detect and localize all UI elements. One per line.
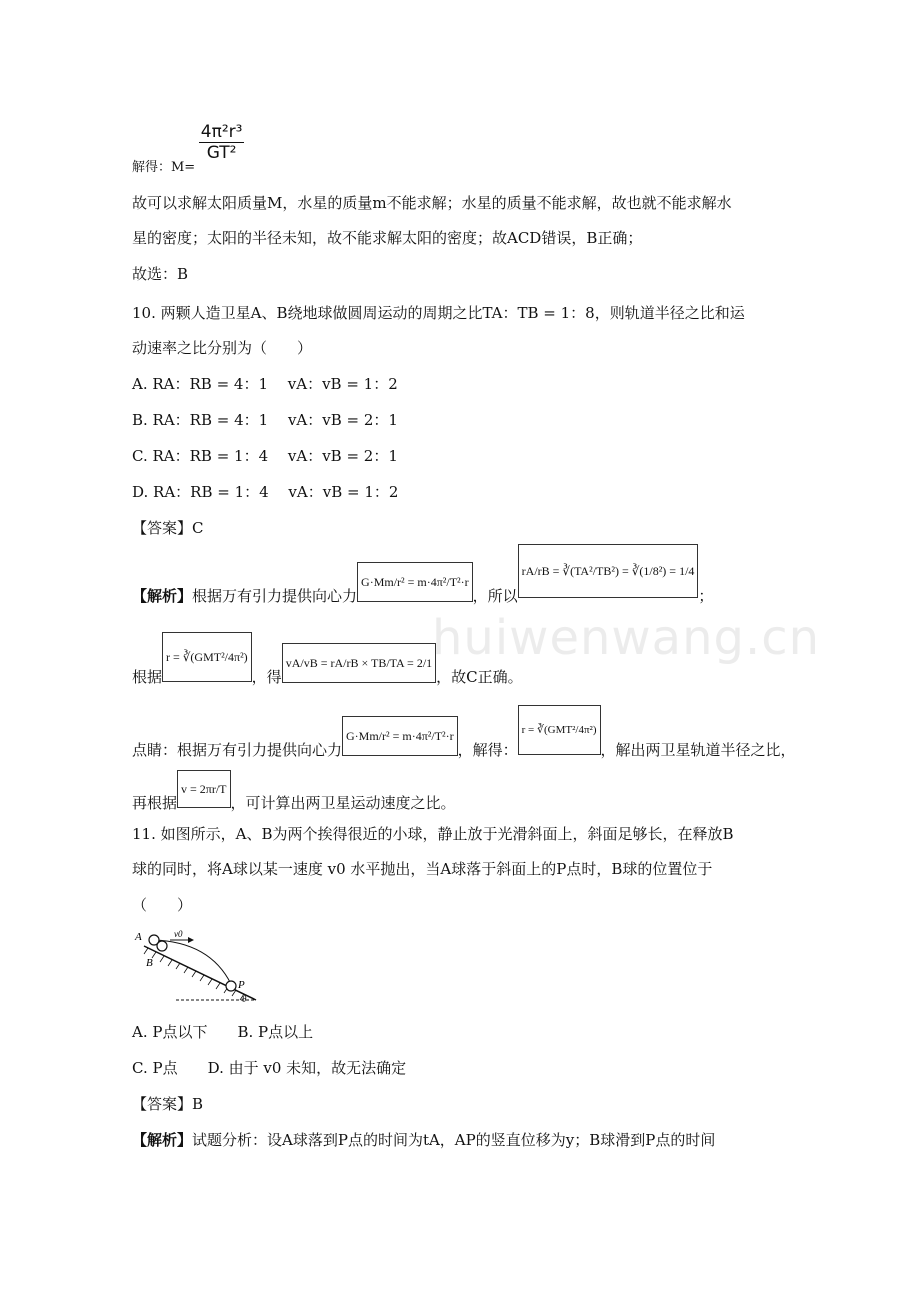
q10-option-a: A. RA：RB = 4：1 vA：vB = 1：2 — [132, 375, 398, 393]
solution-prefix: 解得：M= — [132, 160, 196, 175]
solution-formula-line — [132, 122, 244, 163]
velocity-ratio-box: vA/vB = rA/rB × TB/TA = 2/1 — [282, 643, 436, 683]
ball-b — [157, 941, 167, 951]
label-theta: θ — [242, 994, 247, 1004]
q11-options-ab: A. P点以下 B. P点以上 — [132, 1023, 314, 1041]
tip-text-2: ，解得： — [457, 741, 518, 759]
mass-formula-denominator: GT² — [206, 143, 237, 163]
q10-analysis-line-1 — [132, 564, 714, 606]
velocity-arrowhead — [188, 937, 194, 943]
tip-text-3: ，解出两卫星轨道半径之比， — [600, 741, 796, 759]
mass-formula-numerator: 4π²r³ — [200, 122, 243, 142]
q10-answer: 【答案】C — [132, 519, 204, 537]
tip-gravity-box: G·Mm/r² = m·4π²/T²·r — [342, 716, 458, 756]
q11-stem-line-2: 球的同时，将A球以某一速度 v0 水平抛出，当A球落于斜面上的P点时，B球的位置位于 — [132, 860, 713, 878]
q10-option-c: C. RA：RB = 1：4 vA：vB = 2：1 — [132, 447, 398, 465]
solution-para-line-1: 故可以求解太阳质量M，水星的质量m不能求解；水星的质量不能求解，故也就不能求解水 — [132, 194, 732, 212]
analysis-text-1: 根据万有引力提供向心力 — [192, 587, 358, 605]
incline-hatching — [144, 948, 244, 1000]
incline-line — [144, 946, 256, 1000]
label-b: B — [146, 957, 153, 969]
q11-analysis-label: 【解析】 — [132, 1131, 193, 1149]
label-a: A — [135, 931, 142, 943]
q11-analysis-text: 试题分析：设A球落到P点的时间为tA，AP的竖直位移为y；B球滑到P点的时间 — [192, 1131, 716, 1149]
analysis-text-5: ，得 — [251, 668, 282, 686]
analysis-text-4: 根据 — [132, 668, 163, 686]
mass-formula — [199, 122, 245, 163]
gravity-formula-box: G·Mm/r² = m·4π²/T²·r — [357, 562, 473, 602]
q11-analysis-line — [132, 1130, 715, 1150]
solution-para-line-2: 星的密度；太阳的半径未知，故不能求解太阳的密度；故ACD错误，B正确； — [132, 229, 643, 247]
analysis-text-2: ，所以 — [472, 587, 518, 605]
analysis-text-3: ； — [698, 587, 714, 605]
q10-stem-line-2: 动速率之比分别为（ ） — [132, 339, 313, 357]
ratio-formula-box: rA/rB = ∛(TA²/TB²) = ∛(1/8²) = 1/4 — [518, 544, 699, 598]
q10-tip-line-2 — [132, 782, 456, 813]
q11-answer: 【答案】B — [132, 1095, 204, 1113]
tip-text-4: 再根据 — [132, 794, 178, 812]
analysis-text-6: ，故C正确。 — [436, 668, 523, 686]
q11-options-cd: C. P点 D. 由于 v0 未知，故无法确定 — [132, 1059, 407, 1077]
q11-stem-line-1: 11. 如图所示，A、B为两个挨得很近的小球，静止放于光滑斜面上，斜面足够长，在释放B — [132, 825, 734, 843]
ball-p — [226, 981, 236, 991]
radius-formula-box: r = ∛(GMT²/4π²) — [162, 632, 252, 682]
q10-option-d: D. RA：RB = 1：4 vA：vB = 1：2 — [132, 483, 399, 501]
incline-figure — [130, 926, 260, 1006]
q10-stem-line-1: 10. 两颗人造卫星A、B绕地球做圆周运动的周期之比TA：TB = 1：8，则轨道半径之比和运 — [132, 304, 745, 322]
label-v0: v0 — [174, 929, 183, 939]
q11-stem-line-3: （ ） — [132, 896, 193, 914]
tip-text-5: ，可计算出两卫星运动速度之比。 — [230, 794, 456, 812]
q10-analysis-line-2 — [132, 650, 523, 687]
solution-choice: 故选：B — [132, 265, 189, 283]
watermark: huiwenwang.cn — [432, 610, 821, 666]
label-p: P — [238, 979, 245, 991]
analysis-label: 【解析】 — [132, 587, 193, 605]
q10-tip-line-1 — [132, 724, 796, 760]
tip-velocity-box: v = 2πr/T — [177, 770, 231, 808]
q10-option-b: B. RA：RB = 4：1 vA：vB = 2：1 — [132, 411, 398, 429]
tip-text-1: 点睛：根据万有引力提供向心力 — [132, 741, 343, 759]
tip-radius-box: r = ∛(GMT²/4π²) — [518, 705, 601, 755]
